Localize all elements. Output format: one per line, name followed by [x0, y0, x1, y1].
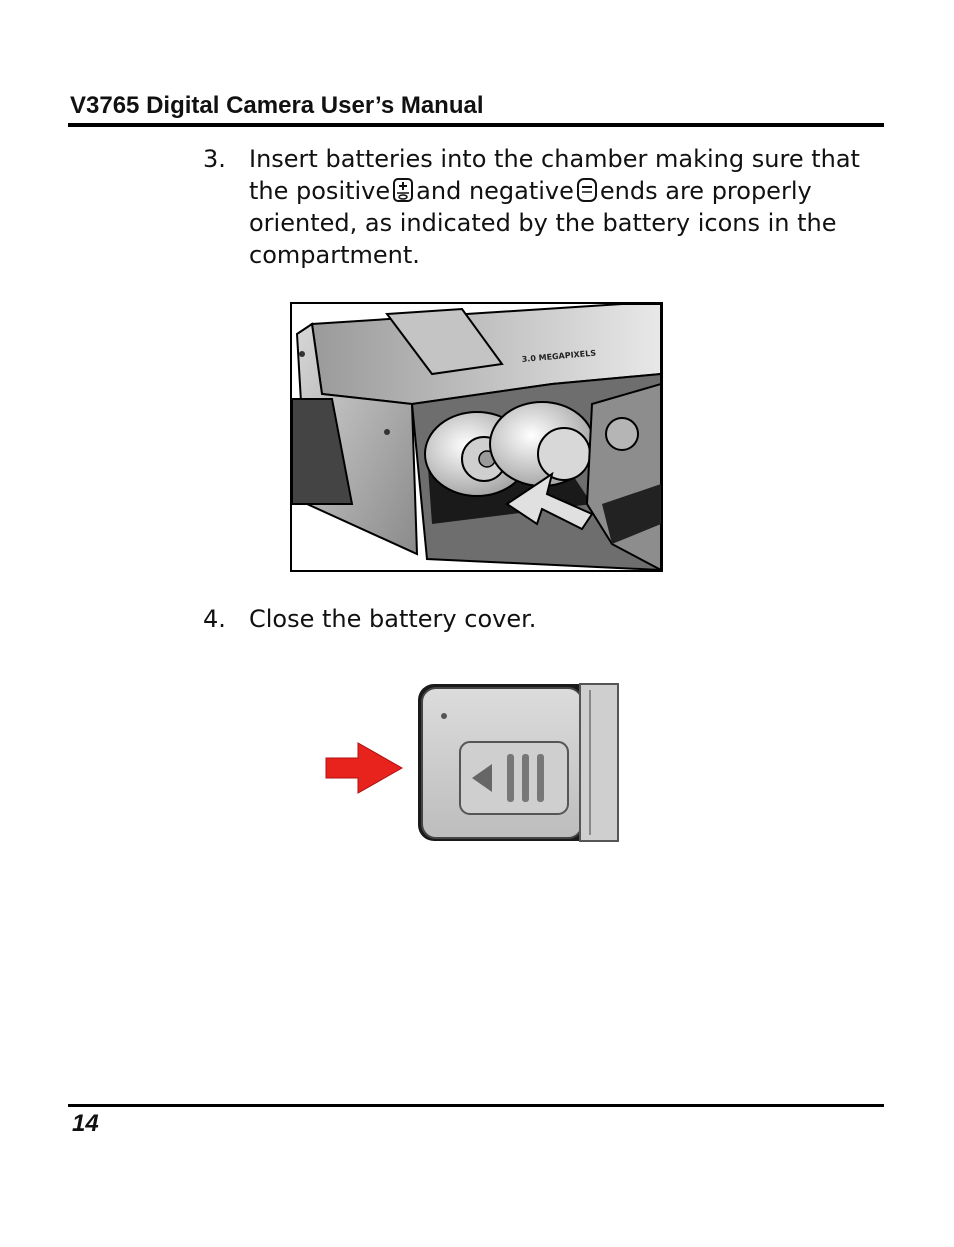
- close-direction-arrow-icon: [326, 743, 402, 793]
- manual-title: V3765 Digital Camera User’s Manual: [70, 92, 484, 119]
- step-3-line-2-before: the positive: [249, 177, 391, 205]
- battery-cover-illustration: [322, 680, 622, 845]
- battery-negative-icon: [576, 177, 598, 211]
- step-3-line-2: [249, 175, 860, 207]
- step-3-line-1: Insert batteries into the chamber making sure that: [249, 145, 860, 173]
- step-4-number: 4.: [203, 605, 226, 633]
- header-rule: [68, 123, 884, 127]
- battery-insertion-illustration: [290, 302, 663, 572]
- page-number: 14: [72, 1110, 99, 1137]
- step-3-text: [249, 143, 860, 271]
- step-3-line-2-middle: and negative: [416, 177, 574, 205]
- battery-positive-icon: [392, 177, 414, 211]
- step-3-line-4: compartment.: [249, 241, 420, 269]
- step-3-line-3: oriented, as indicated by the battery icons in the: [249, 209, 837, 237]
- step-3-number: 3.: [203, 145, 226, 173]
- step-3-line-2-after: ends are properly: [599, 177, 812, 205]
- footer-rule: [68, 1104, 884, 1107]
- step-4-text: Close the battery cover.: [249, 605, 537, 633]
- megapixels-label: 3.0 MEGAPIXELS: [521, 348, 597, 364]
